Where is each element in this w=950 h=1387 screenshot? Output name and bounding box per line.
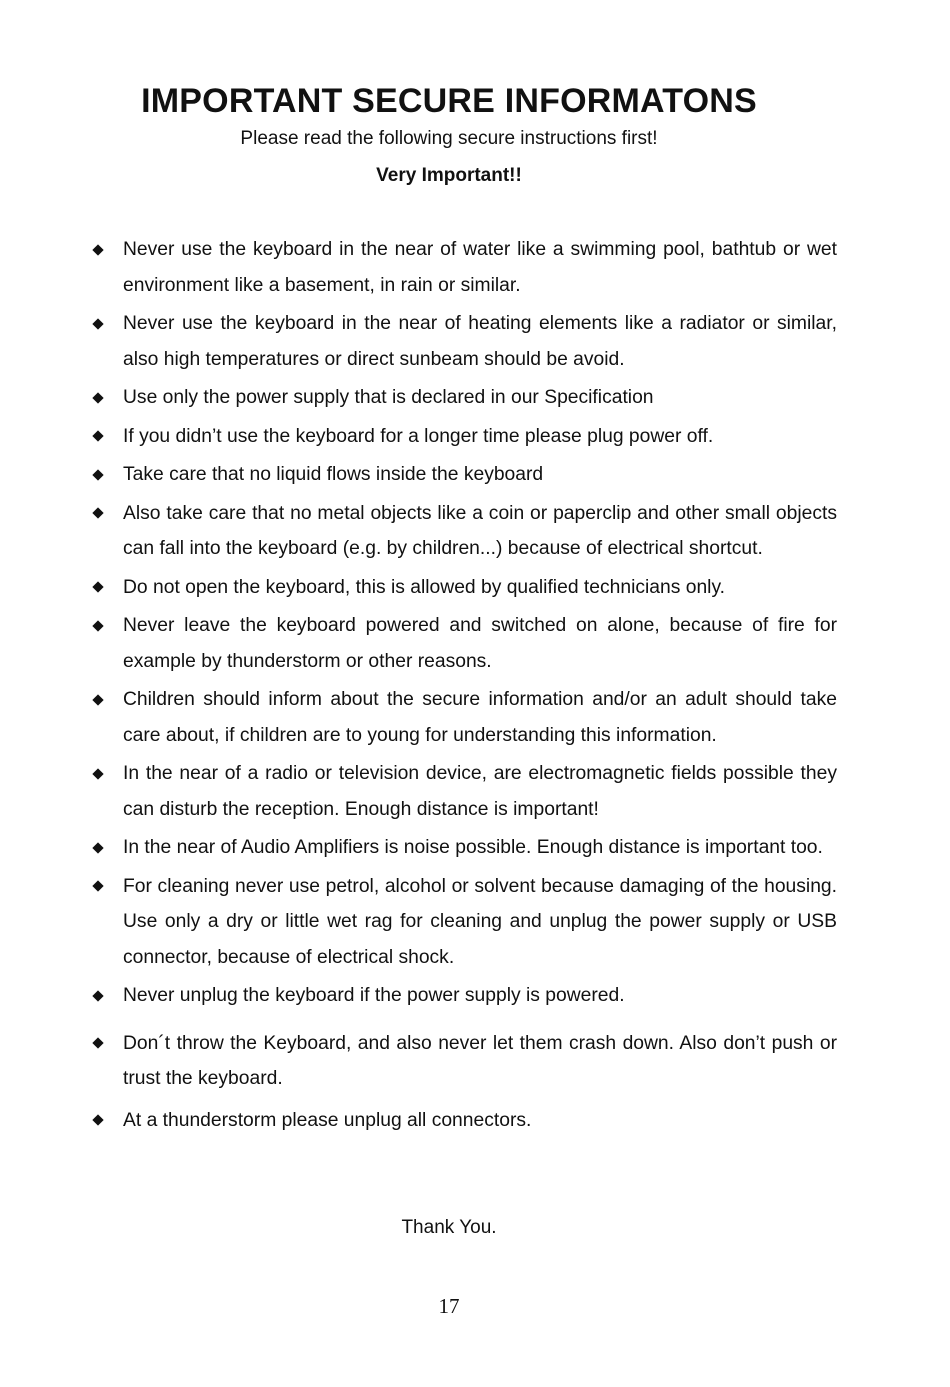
diamond-bullet-icon — [92, 768, 103, 779]
list-item-text: Never use the keyboard in the near of heating elements like a radiator or similar, also high temperatures or direct sunbeam should be avoid. — [123, 313, 837, 370]
important-note: Very Important!! — [376, 165, 522, 186]
safety-instructions-list — [90, 232, 837, 1141]
diamond-bullet-icon — [92, 392, 103, 403]
list-item-text: In the near of Audio Amplifiers is noise possible. Enough distance is important too. — [123, 837, 823, 858]
list-item — [90, 830, 837, 866]
list-item — [90, 232, 837, 303]
list-item-text: At a thunderstorm please unplug all connectors. — [123, 1109, 532, 1131]
list-item — [90, 978, 837, 1014]
list-item — [90, 682, 837, 753]
diamond-bullet-icon — [92, 1037, 103, 1048]
page-number: 17 — [438, 1294, 460, 1318]
diamond-bullet-icon — [92, 318, 103, 329]
list-item — [90, 306, 837, 377]
list-item-text: Children should inform about the secure information and/or an adult should take care about, if children are to young for understanding this information. — [123, 689, 837, 746]
diamond-bullet-icon — [92, 244, 103, 255]
diamond-bullet-icon — [92, 620, 103, 631]
diamond-bullet-icon — [92, 507, 103, 518]
list-item-text: Do not open the keyboard, this is allowed by qualified technicians only. — [123, 576, 726, 598]
list-item — [90, 1103, 837, 1139]
list-item — [90, 380, 837, 416]
list-item — [90, 756, 837, 827]
list-item-text: In the near of a radio or television device, are electromagnetic fields possible they can disturb the reception. Enough distance is important! — [123, 763, 837, 820]
list-item-text: Never leave the keyboard powered and switched on alone, because of fire for example by thunderstorm or other reasons. — [123, 615, 837, 672]
list-item — [90, 1026, 837, 1097]
list-item-text: For cleaning never use petrol, alcohol or solvent because damaging of the housing. Use only a dry or little wet rag for cleaning and unplug the power supply or USB connector, because of electrical shock. — [123, 875, 837, 968]
list-item-text: Also take care that no metal objects like a coin or paperclip and other small objects can fall into the keyboard (e.g. by children...) because of electrical shortcut. — [123, 502, 837, 559]
list-item-text: Never use the keyboard in the near of water like a swimming pool, bathtub or wet environment like a basement, in rain or similar. — [123, 239, 837, 296]
list-item — [90, 869, 837, 976]
list-item — [90, 570, 837, 606]
list-item-text: Don´t throw the Keyboard, and also never let them crash down. Also don’t push or trust the keyboard. — [123, 1032, 837, 1089]
list-item — [90, 419, 837, 455]
closing-text: Thank You. — [401, 1217, 497, 1238]
list-item — [90, 608, 837, 679]
diamond-bullet-icon — [92, 694, 103, 705]
list-item — [90, 496, 837, 567]
diamond-bullet-icon — [92, 1114, 103, 1125]
diamond-bullet-icon — [92, 880, 103, 891]
list-item-text: Use only the power supply that is declared in our Specification — [123, 387, 654, 408]
list-item — [90, 457, 837, 493]
diamond-bullet-icon — [92, 990, 103, 1001]
diamond-bullet-icon — [92, 430, 103, 441]
page-title: IMPORTANT SECURE INFORMATONS — [141, 82, 757, 120]
list-item-text: If you didn’t use the keyboard for a longer time please plug power off. — [123, 425, 714, 447]
subtitle: Please read the following secure instructions first! — [240, 128, 658, 149]
list-item-text: Never unplug the keyboard if the power supply is powered. — [123, 985, 625, 1006]
diamond-bullet-icon — [92, 469, 103, 480]
list-item-text: Take care that no liquid flows inside the keyboard — [123, 464, 544, 485]
diamond-bullet-icon — [92, 842, 103, 853]
diamond-bullet-icon — [92, 581, 103, 592]
